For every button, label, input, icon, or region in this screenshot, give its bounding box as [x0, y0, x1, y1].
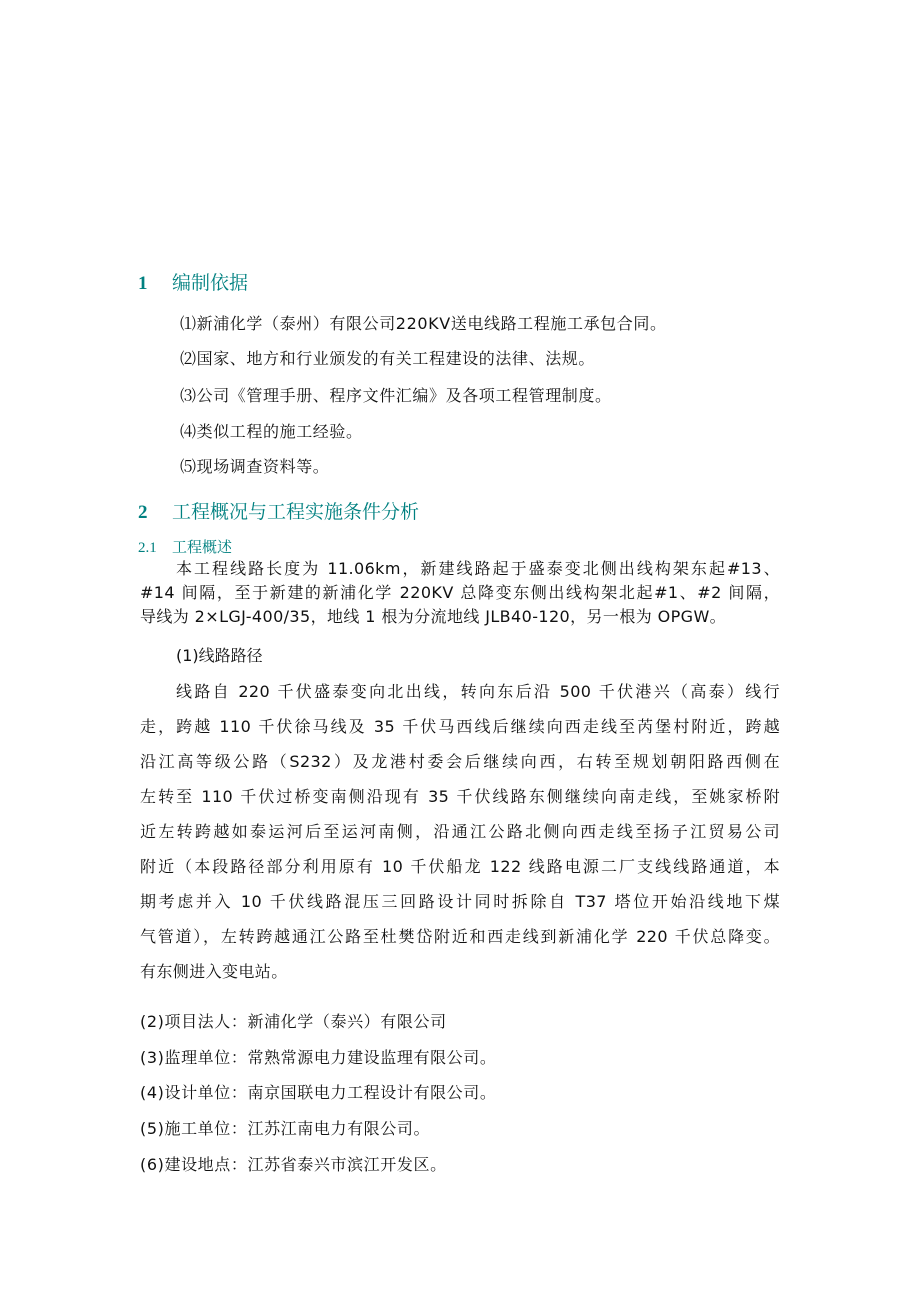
- overview-line: 导线为 2×LGJ-400/35，地线 1 根为分流地线 JLB40-120，另一根为 OPGW。: [140, 607, 727, 626]
- supervision-unit: (3)监理单位：常熟常源电力建设监理有限公司。: [140, 1048, 497, 1067]
- subsection-2-1-heading: [138, 536, 232, 557]
- overview-line: #14 间隔，至于新建的新浦化学 220KV 总降变东侧出线构架北起#1、#2 间隔，: [140, 583, 780, 602]
- section-1-number: 1: [138, 273, 148, 294]
- route-heading: (1)线路路径: [176, 646, 263, 665]
- route-line: 线路自 220 千伏盛泰变向北出线，转向东后沿 500 千伏港兴（高泰）线行: [176, 682, 780, 701]
- route-line: 附近（本段路径部分利用原有 10 千伏船龙 122 线路电源二厂支线线路通道，本: [140, 857, 780, 876]
- basis-item-5: ⑸现场调查资料等。: [180, 457, 330, 476]
- section-1-title: 编制依据: [172, 272, 249, 294]
- route-line: 走，跨越 110 千伏徐马线及 35 千伏马西线后继续向西走线至芮堡村附近，跨越: [140, 717, 780, 736]
- construction-site: (6)建设地点：江苏省泰兴市滨江开发区。: [140, 1155, 447, 1174]
- basis-item-4: ⑷类似工程的施工经验。: [180, 422, 363, 441]
- basis-item-1: ⑴新浦化学（泰州）有限公司220KV送电线路工程施工承包合同。: [180, 314, 667, 333]
- route-paragraph: [140, 674, 780, 989]
- route-line: 左转至 110 千伏过桥变南侧沿现有 35 千伏线路东侧继续向南走线，至姚家桥附: [140, 787, 780, 806]
- project-owner: (2)项目法人：新浦化学（泰兴）有限公司: [140, 1012, 447, 1031]
- section-2-heading: [138, 497, 419, 524]
- route-line: 有东侧进入变电站。: [140, 962, 288, 981]
- route-line: 期考虑并入 10 千伏线路混压三回路设计同时拆除自 T37 塔位开始沿线地下煤: [140, 892, 780, 911]
- basis-item-2: ⑵国家、地方和行业颁发的有关工程建设的法律、法规。: [180, 349, 596, 368]
- subsection-2-1-number: 2.1: [138, 540, 157, 556]
- section-1-heading: [138, 268, 248, 295]
- construction-unit: (5)施工单位：江苏江南电力有限公司。: [140, 1119, 431, 1138]
- route-line: 近左转跨越如泰运河后至运河南侧，沿通江公路北侧向西走线至扬子江贸易公司: [140, 822, 780, 841]
- section-2-number: 2: [138, 502, 148, 523]
- overview-paragraph: [140, 557, 780, 629]
- design-unit: (4)设计单位：南京国联电力工程设计有限公司。: [140, 1083, 497, 1102]
- route-line: 沿江高等级公路（S232）及龙港村委会后继续向西，右转至规划朝阳路西侧在: [140, 752, 780, 771]
- overview-line: 本工程线路长度为 11.06km，新建线路起于盛泰变北侧出线构架东起#13、: [176, 559, 780, 578]
- section-2-title: 工程概况与工程实施条件分析: [172, 501, 420, 523]
- subsection-2-1-title: 工程概述: [172, 538, 233, 556]
- basis-item-3: ⑶公司《管理手册、程序文件汇编》及各项工程管理制度。: [180, 386, 612, 405]
- route-line: 气管道），左转跨越通江公路至杜樊岱附近和西走线到新浦化学 220 千伏总降变。: [140, 927, 780, 946]
